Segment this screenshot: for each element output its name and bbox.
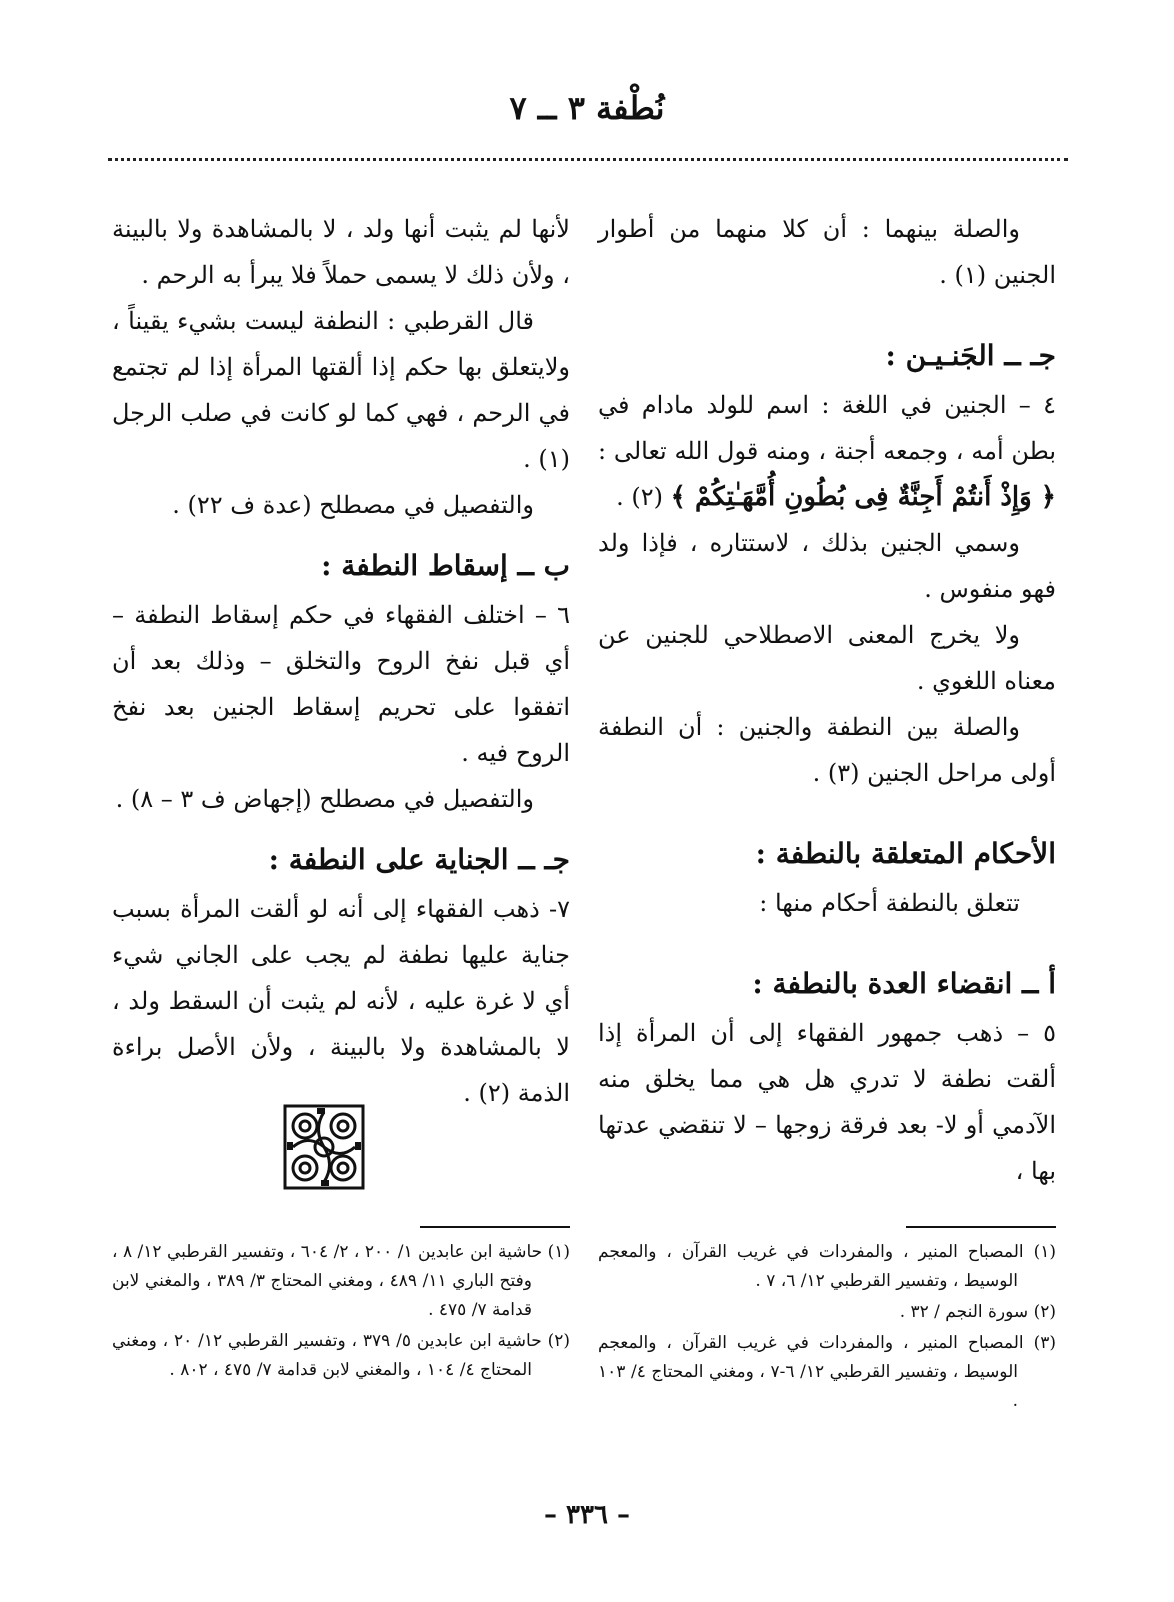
paragraph-text: ٤ – الجنين في اللغة : اسم للولد مادام في بطن أمه ، وجمعه أجنة ، ومنه قول الله تعالى : (598, 391, 1056, 465)
section-heading-isqat: ب ــ إسقاط النطفة : (321, 549, 570, 582)
left-column (112, 206, 570, 1116)
section-heading-ahkam: الأحكام المتعلقة بالنطفة : (755, 837, 1056, 870)
section-heading-janin: جـ ــ الجَنـيـن : (885, 339, 1056, 372)
paragraph: وسمي الجنين بذلك ، لاستتاره ، فإذا ولد فهو منفوس . (598, 529, 1056, 603)
paragraph: والصلة بين النطفة والجنين : أن النطفة أولى مراحل الجنين (٣) . (598, 713, 1056, 787)
page-header: نُطْفة ٣ ــ ٧ (509, 89, 665, 127)
footnote: (٢) حاشية ابن عابدين ٥/ ٣٧٩ ، وتفسير القرطبي ١٢/ ٢٠ ، ومغني المحتاج ٤/ ١٠٤ ، والمغني لابن قدامة ٧/ ٤٧٥ ، ٨٠٢ . (112, 1331, 570, 1380)
footnote: (٢) سورة النجم / ٣٢ . (899, 1302, 1056, 1322)
paragraph: لأنها لم يثبت أنها ولد ، لا بالمشاهدة ولا بالبينة ، ولأن ذلك لا يسمى حملاً فلا يبرأ به الرحم . (112, 215, 570, 289)
paragraph: والتفصيل في مصطلح (عدة ف ٢٢) . (172, 491, 534, 519)
paragraph: والصلة بينهما : أن كلا منهما من أطوار الجنين (١) . (598, 215, 1056, 289)
decorative-ornament-icon (283, 1104, 365, 1190)
spacer (598, 926, 1056, 946)
section-heading-jinaya: جـ ــ الجناية على النطفة : (268, 843, 570, 876)
paragraph: ٥ – ذهب جمهور الفقهاء إلى أن المرأة إذا ألقت نطفة لا تدري هل هي مما يخلق منه الآدمي أو لا- بعد فرقة زوجها – لا تنقضي عدتها بها ، (598, 1019, 1056, 1185)
paragraph: والتفصيل في مصطلح (إجهاض ف ٣ – ٨) . (115, 785, 534, 813)
footnote-rule (420, 1226, 570, 1228)
quran-footnote-ref: (٢) . (616, 483, 664, 511)
footnote-rule (906, 1226, 1056, 1228)
paragraph: ٦ – اختلف الفقهاء في حكم إسقاط النطفة – أي قبل نفخ الروح والتخلق – وذلك بعد أن اتفقوا على تحريم إسقاط الجنين بعد نفخ الروح فيه . (112, 601, 570, 767)
quran-verse: ﴿ وَإِذْ أَنتُمْ أَجِنَّةٌ فِى بُطُونِ أُمَّهَـٰتِكُمْ ﴾ (670, 482, 1056, 512)
paragraph-janin-definition (598, 382, 1056, 520)
footnote: (١) حاشية ابن عابدين ١/ ٢٠٠ ، ٢/ ٦٠٤ ، وتفسير القرطبي ١٢/ ٨ ، وفتح الباري ١١/ ٤٨٩ ، ومغني المحتاج ٣/ ٣٨٩ ، والمغني لابن قدامة ٧/ ٤٧٥ . (112, 1242, 571, 1320)
footnote: (٣) المصباح المنير ، والمفردات في غريب القرآن ، والمعجم الوسيط ، وتفسير القرطبي ١٢/ ٦-٧ ، ومغني المحتاج ٤/ ١٠٣ . (598, 1333, 1057, 1411)
section-heading-inqida: أ ــ انقضاء العدة بالنطفة : (752, 967, 1056, 1000)
paragraph: قال القرطبي : النطفة ليست بشيء يقيناً ، ولايتعلق بها حكم إذا ألقتها المرأة إذا لم تجتمع في الرحم ، فهي كما لو كانت في صلب الرجل (١) . (112, 307, 570, 473)
paragraph: ٧- ذهب الفقهاء إلى أنه لو ألقت المرأة بسبب جناية عليها نطفة لم يجب على الجاني شيء أي لا غرة عليه ، لأنه لم يثبت أن السقط ولد ، لا بالمشاهدة ولا بالبينة ، ولأن الأصل براءة الذمة (٢) . (112, 895, 570, 1107)
spacer (598, 796, 1056, 816)
spacer (598, 298, 1056, 318)
page-number: – ٣٣٦ – (543, 1500, 631, 1530)
footnotes-right (598, 1226, 1056, 1418)
footnotes-left (112, 1226, 570, 1387)
footnote: (١) المصباح المنير ، والمفردات في غريب القرآن ، والمعجم الوسيط ، وتفسير القرطبي ١٢/ ٦، ٧ . (598, 1242, 1057, 1291)
paragraph: ولا يخرج المعنى الاصطلاحي للجنين عن معناه اللغوي . (598, 621, 1056, 695)
paragraph: تتعلق بالنطفة أحكام منها : (759, 889, 1020, 917)
header-dotted-rule (108, 158, 1068, 161)
right-column (598, 206, 1056, 1194)
